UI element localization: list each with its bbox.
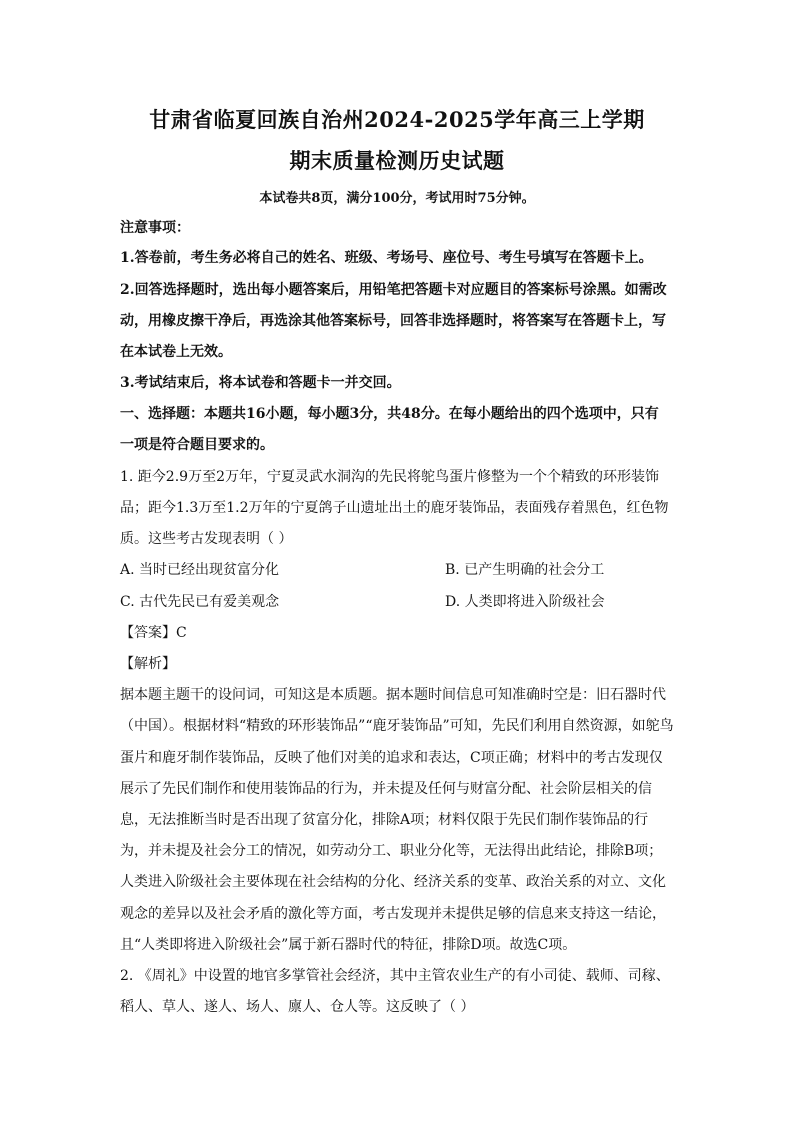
note-2-line1: 2.回答选择题时，选出每小题答案后，用铅笔把答题卡对应题目的答案标号涂黑。如需改 xyxy=(120,282,667,298)
analysis-line-5: 息，无法推断当时是否出现了贫富分化，排除A项；材料仅限于先民们制作装饰品的行 xyxy=(120,812,649,828)
question-1-option-d: D. 人类即将进入阶级社会 xyxy=(445,594,605,610)
document-title-line1: 甘肃省临夏回族自治州2024-2025学年高三上学期 xyxy=(149,107,645,132)
exam-info: 本试卷共8页，满分100分，考试用时75分钟。 xyxy=(259,191,535,206)
question-1-option-a: A. 当时已经出现贫富分化 xyxy=(120,562,280,578)
question-1-answer: 【答案】C xyxy=(120,625,187,641)
question-2-line1: 2. 《周礼》中设置的地官多掌管社会经济，其中主管农业生产的有小司徒、载师、司稼、 xyxy=(120,968,670,984)
note-2-line3: 在本试卷上无效。 xyxy=(120,344,232,360)
analysis-line-9: 且“人类即将进入阶级社会”属于新石器时代的特征，排除D项。故选C项。 xyxy=(120,937,577,953)
note-2-line2: 动，用橡皮擦干净后，再选涂其他答案标号，回答非选择题时，将答案写在答题卡上，写 xyxy=(120,313,666,329)
section-heading-line1: 一、选择题：本题共16小题，每小题3分，共48分。在每小题给出的四个选项中，只有 xyxy=(120,406,659,422)
analysis-line-2: （中国）。根据材料“精致的环形装饰品”“鹿牙装饰品”可知，先民们利用自然资源，如鸵鸟 xyxy=(120,718,674,734)
analysis-line-7: 人类进入阶级社会主要体现在社会结构的分化、经济关系的变革、政治关系的对立、文化 xyxy=(120,874,666,890)
question-1-analysis-label: 【解析】 xyxy=(120,656,176,672)
question-1-option-c: C. 古代先民已有爱美观念 xyxy=(120,594,280,610)
analysis-line-8: 观念的差异以及社会矛盾的激化等方面，考古发现并未提供足够的信息来支持这一结论， xyxy=(120,906,666,922)
question-1-line3: 质。这些考古发现表明（ ） xyxy=(120,531,293,547)
analysis-line-1: 据本题主题干的设问词，可知这是本质题。据本题时间信息可知准确时空是：旧石器时代 xyxy=(120,687,666,703)
section-heading-line2: 一项是符合题目要求的。 xyxy=(120,437,274,453)
note-3: 3.考试结束后，将本试卷和答题卡一并交回。 xyxy=(120,375,401,391)
question-1-line1: 1. 距今2.9万至2万年，宁夏灵武水洞沟的先民将鸵鸟蛋片修整为一个个精致的环形装饰 xyxy=(120,469,659,485)
question-1-option-b: B. 已产生明确的社会分工 xyxy=(445,562,605,578)
analysis-line-3: 蛋片和鹿牙制作装饰品，反映了他们对美的追求和表达，C项正确；材料中的考古发现仅 xyxy=(120,750,663,766)
question-2-line2: 稻人、草人、遂人、场人、廪人、仓人等。这反映了（ ） xyxy=(120,999,475,1015)
note-1: 1.答卷前，考生务必将自己的姓名、班级、考场号、座位号、考生号填写在答题卡上。 xyxy=(120,250,653,266)
analysis-line-4: 展示了先民们制作和使用装饰品的行为，并未提及任何与财富分配、社会阶层相关的信 xyxy=(120,781,652,797)
notes-heading: 注意事项： xyxy=(120,220,190,236)
analysis-line-6: 为，并未提及社会分工的情况，如劳动分工、职业分化等，无法得出此结论，排除B项； xyxy=(120,843,663,859)
document-title-line2: 期末质量检测历史试题 xyxy=(289,148,505,173)
question-1-line2: 品；距今1.3万至1.2万年的宁夏鸽子山遗址出土的鹿牙装饰品，表面残存着黑色，红色物 xyxy=(120,500,669,516)
